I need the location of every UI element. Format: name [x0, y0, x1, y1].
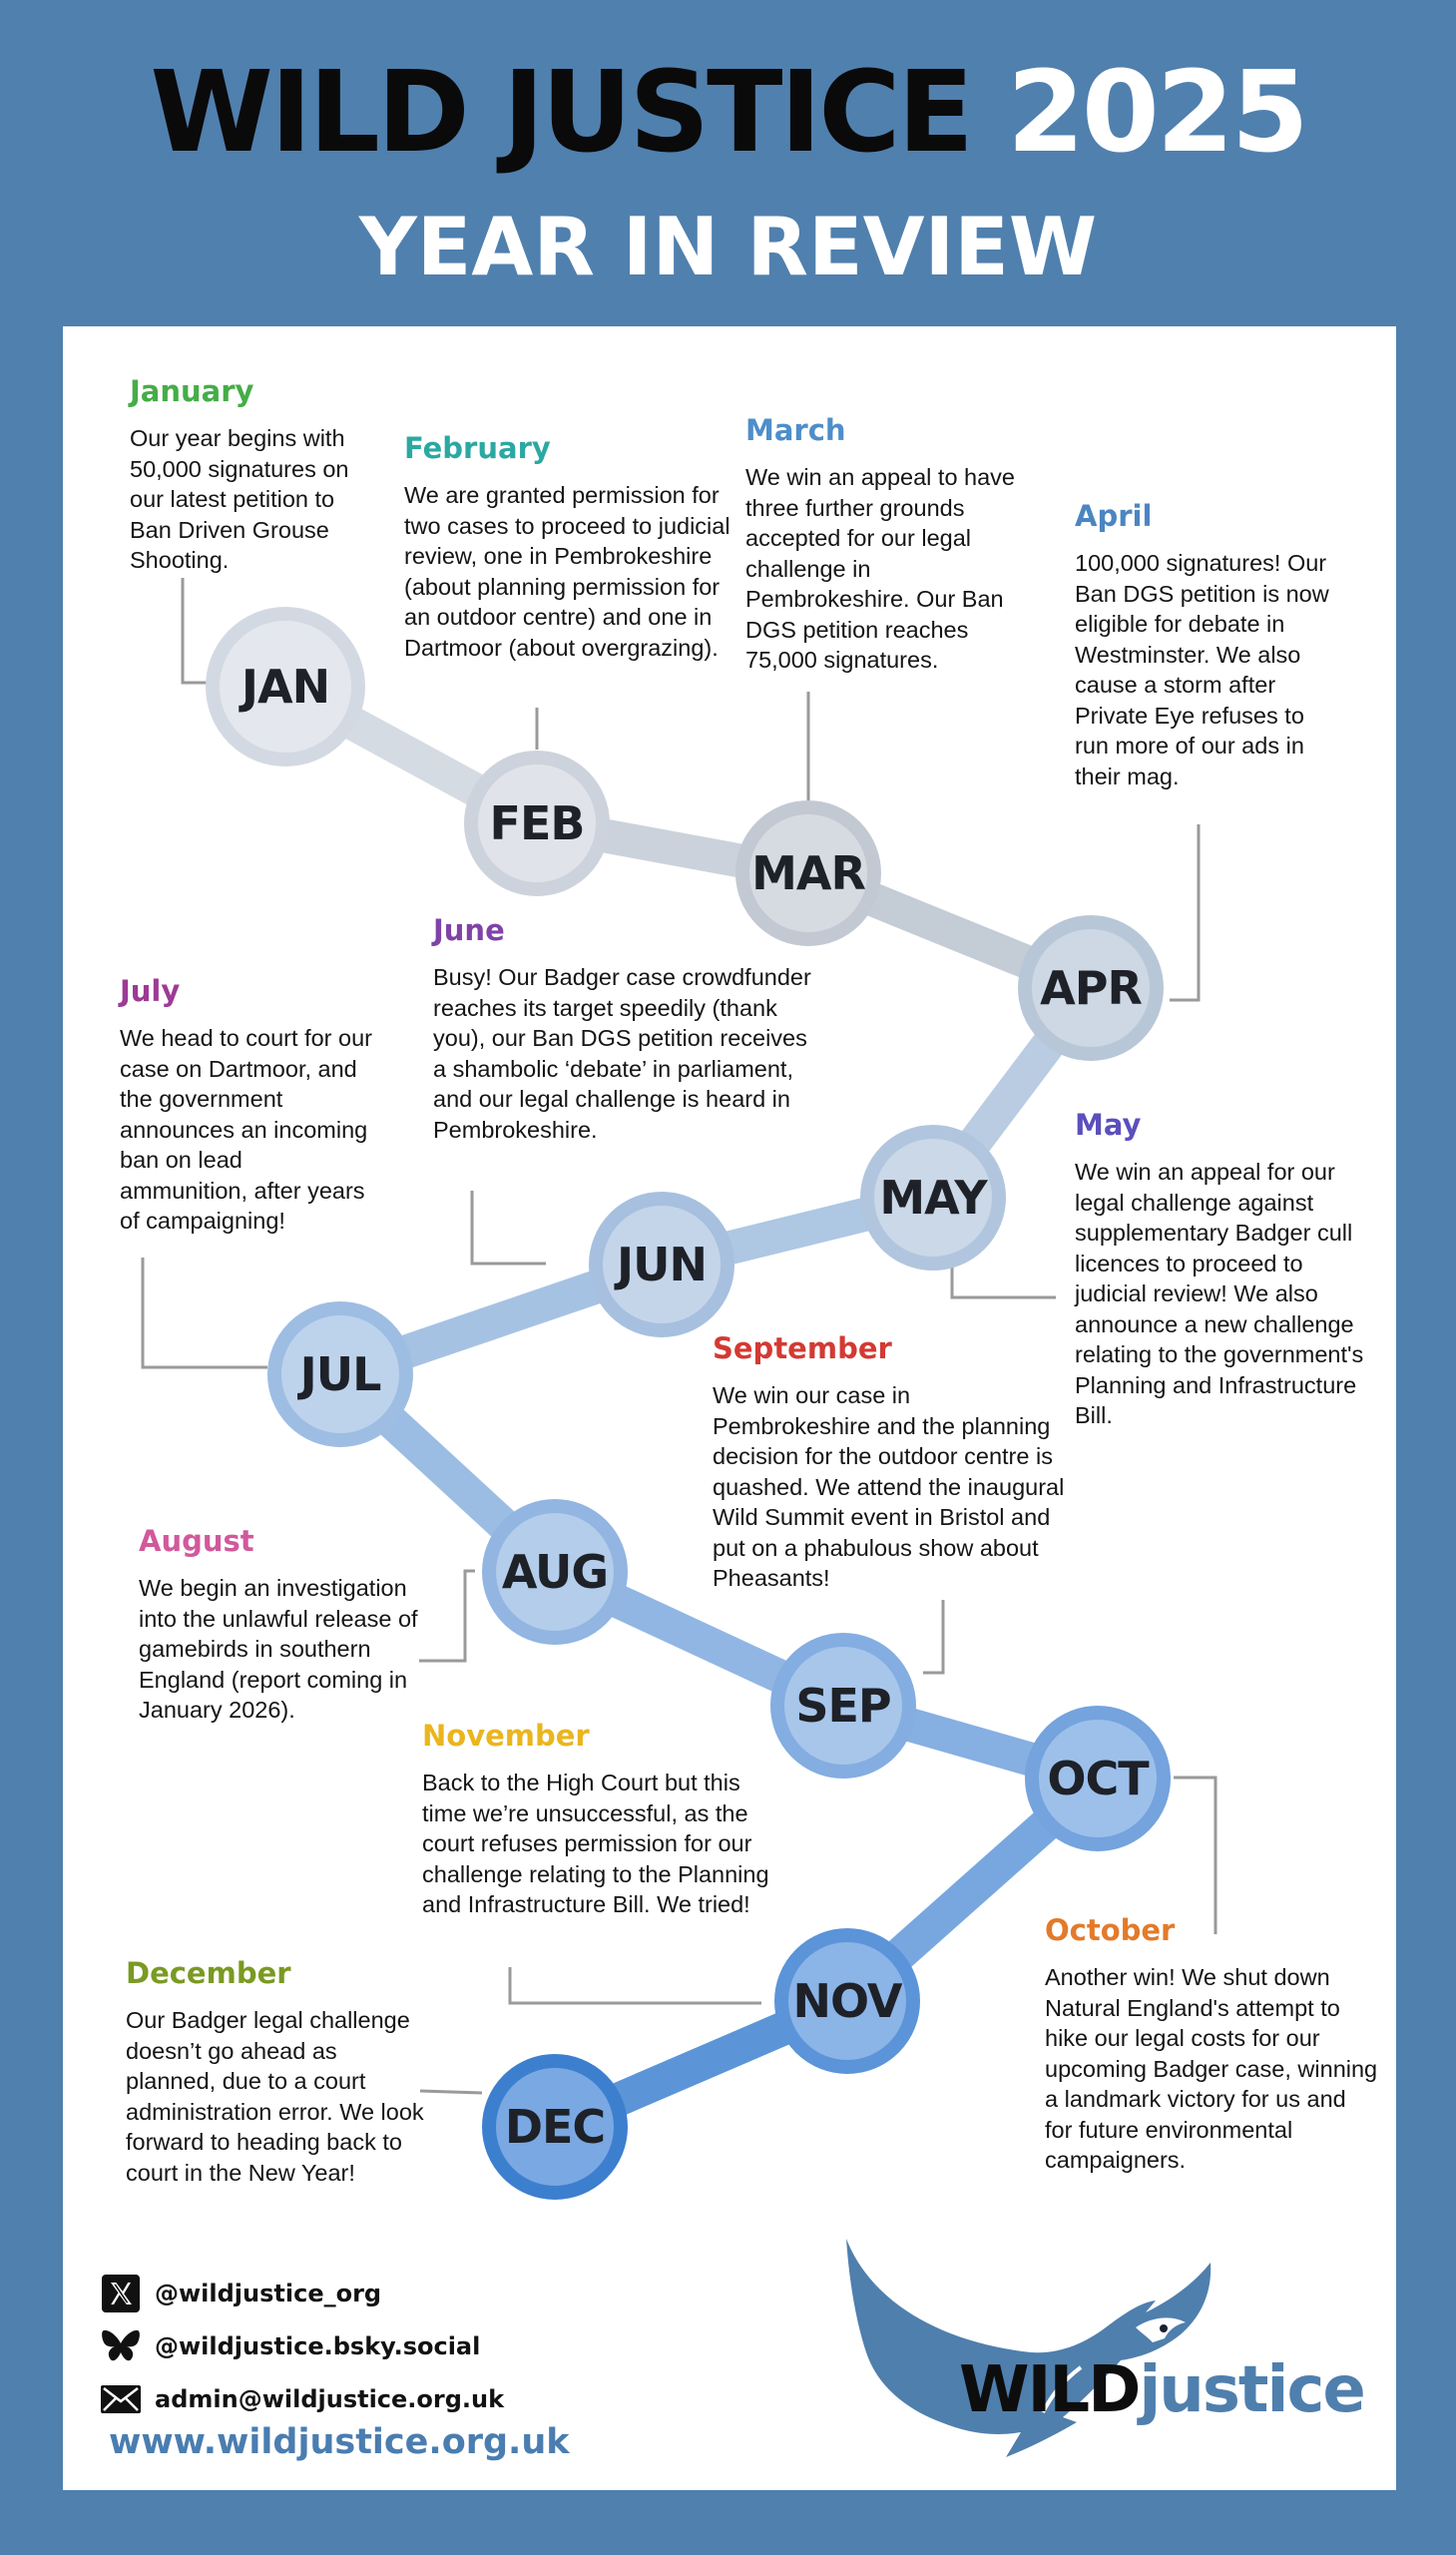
entry-month-name: April [1075, 499, 1153, 533]
month-label-sep: SEP [795, 1679, 891, 1733]
entry-text: We begin an investigation into the unlawful release of gamebirds in southern England (report coming in January 2026). [139, 1575, 418, 1723]
entry-text: We are granted permission for two cases to proceed to judicial review, one in Pembrokeshire (about planning permission for an outdoor centre) and one in Dartmoor (about overgrazing). [404, 482, 730, 661]
entry-august [139, 1521, 438, 1726]
social-bluesky[interactable] [101, 2326, 480, 2366]
entry-month-name: November [422, 1719, 590, 1753]
entry-month-name: September [713, 1331, 892, 1365]
entry-month-name: December [126, 1956, 291, 1990]
entry-march [745, 410, 1030, 676]
entry-september [713, 1328, 1067, 1594]
title-text: WILD JUSTICE [150, 48, 971, 178]
entry-text: We win our case in Pembrokeshire and the planning decision for the outdoor centre is quashed. We attend the inaugural Wild Summit event in Bristol and put on a phabulous show about Pheasants! [713, 1382, 1065, 1591]
month-label-dec: DEC [504, 2100, 606, 2154]
email-address: admin@wildjustice.org.uk [155, 2385, 505, 2413]
timeline-panel [63, 326, 1396, 2490]
entry-text: Back to the High Court but this time we’re unsuccessful, as the court refuses permission for our challenge relating to the Planning and Infrastructure Bill. We tried! [422, 1770, 769, 1917]
entry-month-name: February [404, 431, 551, 465]
entry-text: We win an appeal to have three further grounds accepted for our legal challenge in Pembrokeshire. Our Ban DGS petition reaches 75,000 signatures. [745, 464, 1015, 673]
entry-november [422, 1716, 781, 1920]
entry-month-name: June [433, 913, 505, 947]
entry-text: 100,000 signatures! Our Ban DGS petition is now eligible for debate in Westminster. We also cause a storm after Private Eye refuses to run more of our ads in their mag. [1075, 550, 1329, 789]
month-label-apr: APR [1040, 961, 1142, 1015]
header [0, 0, 1456, 325]
page-title [0, 48, 1456, 178]
x-icon [101, 2274, 141, 2313]
envelope-icon [101, 2379, 141, 2419]
twitter-handle: @wildjustice_org [155, 2280, 382, 2307]
website-link[interactable]: www.wildjustice.org.uk [109, 2422, 570, 2462]
entry-text: We head to court for our case on Dartmoor, and the government announces an incoming ban on lead ammunition, after years of campaigning! [120, 1025, 372, 1234]
social-twitter[interactable] [101, 2274, 381, 2313]
social-email[interactable] [101, 2379, 504, 2419]
entry-month-name: July [120, 974, 181, 1008]
entry-may [1075, 1105, 1379, 1431]
entry-december [126, 1953, 425, 2188]
month-label-mar: MAR [751, 846, 865, 900]
entry-text: Another win! We shut down Natural England's attempt to hike our legal costs for our upcoming Badger case, winning a landmark victory for us and for future environmental campaigners. [1045, 1964, 1378, 2173]
entry-july [120, 971, 374, 1237]
month-label-feb: FEB [489, 796, 585, 850]
logo-word-justice: justice [1139, 2353, 1364, 2427]
month-label-may: MAY [879, 1171, 987, 1225]
entry-month-name: May [1075, 1108, 1142, 1142]
title-year: 2025 [1006, 48, 1306, 178]
logo-wordmark [959, 2350, 1364, 2430]
entry-february [404, 428, 733, 663]
entry-month-name: March [745, 413, 846, 447]
entry-month-name: August [139, 1524, 254, 1558]
entry-text: Busy! Our Badger case crowdfunder reaches its target speedily (thank you), our Ban DGS petition receives a shambolic ‘debate’ in parliament, and our legal challenge is heard in Pembrokeshire. [433, 964, 811, 1143]
butterfly-icon [101, 2326, 141, 2366]
bluesky-handle: @wildjustice.bsky.social [155, 2332, 481, 2360]
month-label-oct: OCT [1047, 1752, 1149, 1805]
page-subtitle: YEAR IN REVIEW [358, 201, 1098, 293]
entry-month-name: October [1045, 1913, 1176, 1947]
entry-october [1045, 1910, 1379, 2176]
logo-word-wild: WILD [959, 2353, 1140, 2427]
entry-text: Our Badger legal challenge doesn’t go ahead as planned, due to a court administration error. We look forward to heading back to court in the New Year! [126, 2007, 424, 2186]
month-label-jun: JUN [617, 1238, 707, 1291]
entry-month-name: January [130, 374, 254, 408]
entry-text: Our year begins with 50,000 signatures on our latest petition to Ban Driven Grouse Shooting. [130, 425, 349, 573]
month-label-jan: JAN [241, 660, 330, 714]
entry-january [130, 371, 374, 576]
month-label-nov: NOV [792, 1974, 902, 2028]
entry-april [1075, 496, 1344, 791]
month-label-aug: AUG [501, 1545, 609, 1599]
entry-june [433, 910, 812, 1145]
month-label-jul: JUL [299, 1347, 381, 1401]
entry-text: We win an appeal for our legal challenge against supplementary Badger cull licences to proceed to judicial review! We also announce a new challenge relating to the government's Planning and Infrastructure Bill. [1075, 1159, 1364, 1428]
